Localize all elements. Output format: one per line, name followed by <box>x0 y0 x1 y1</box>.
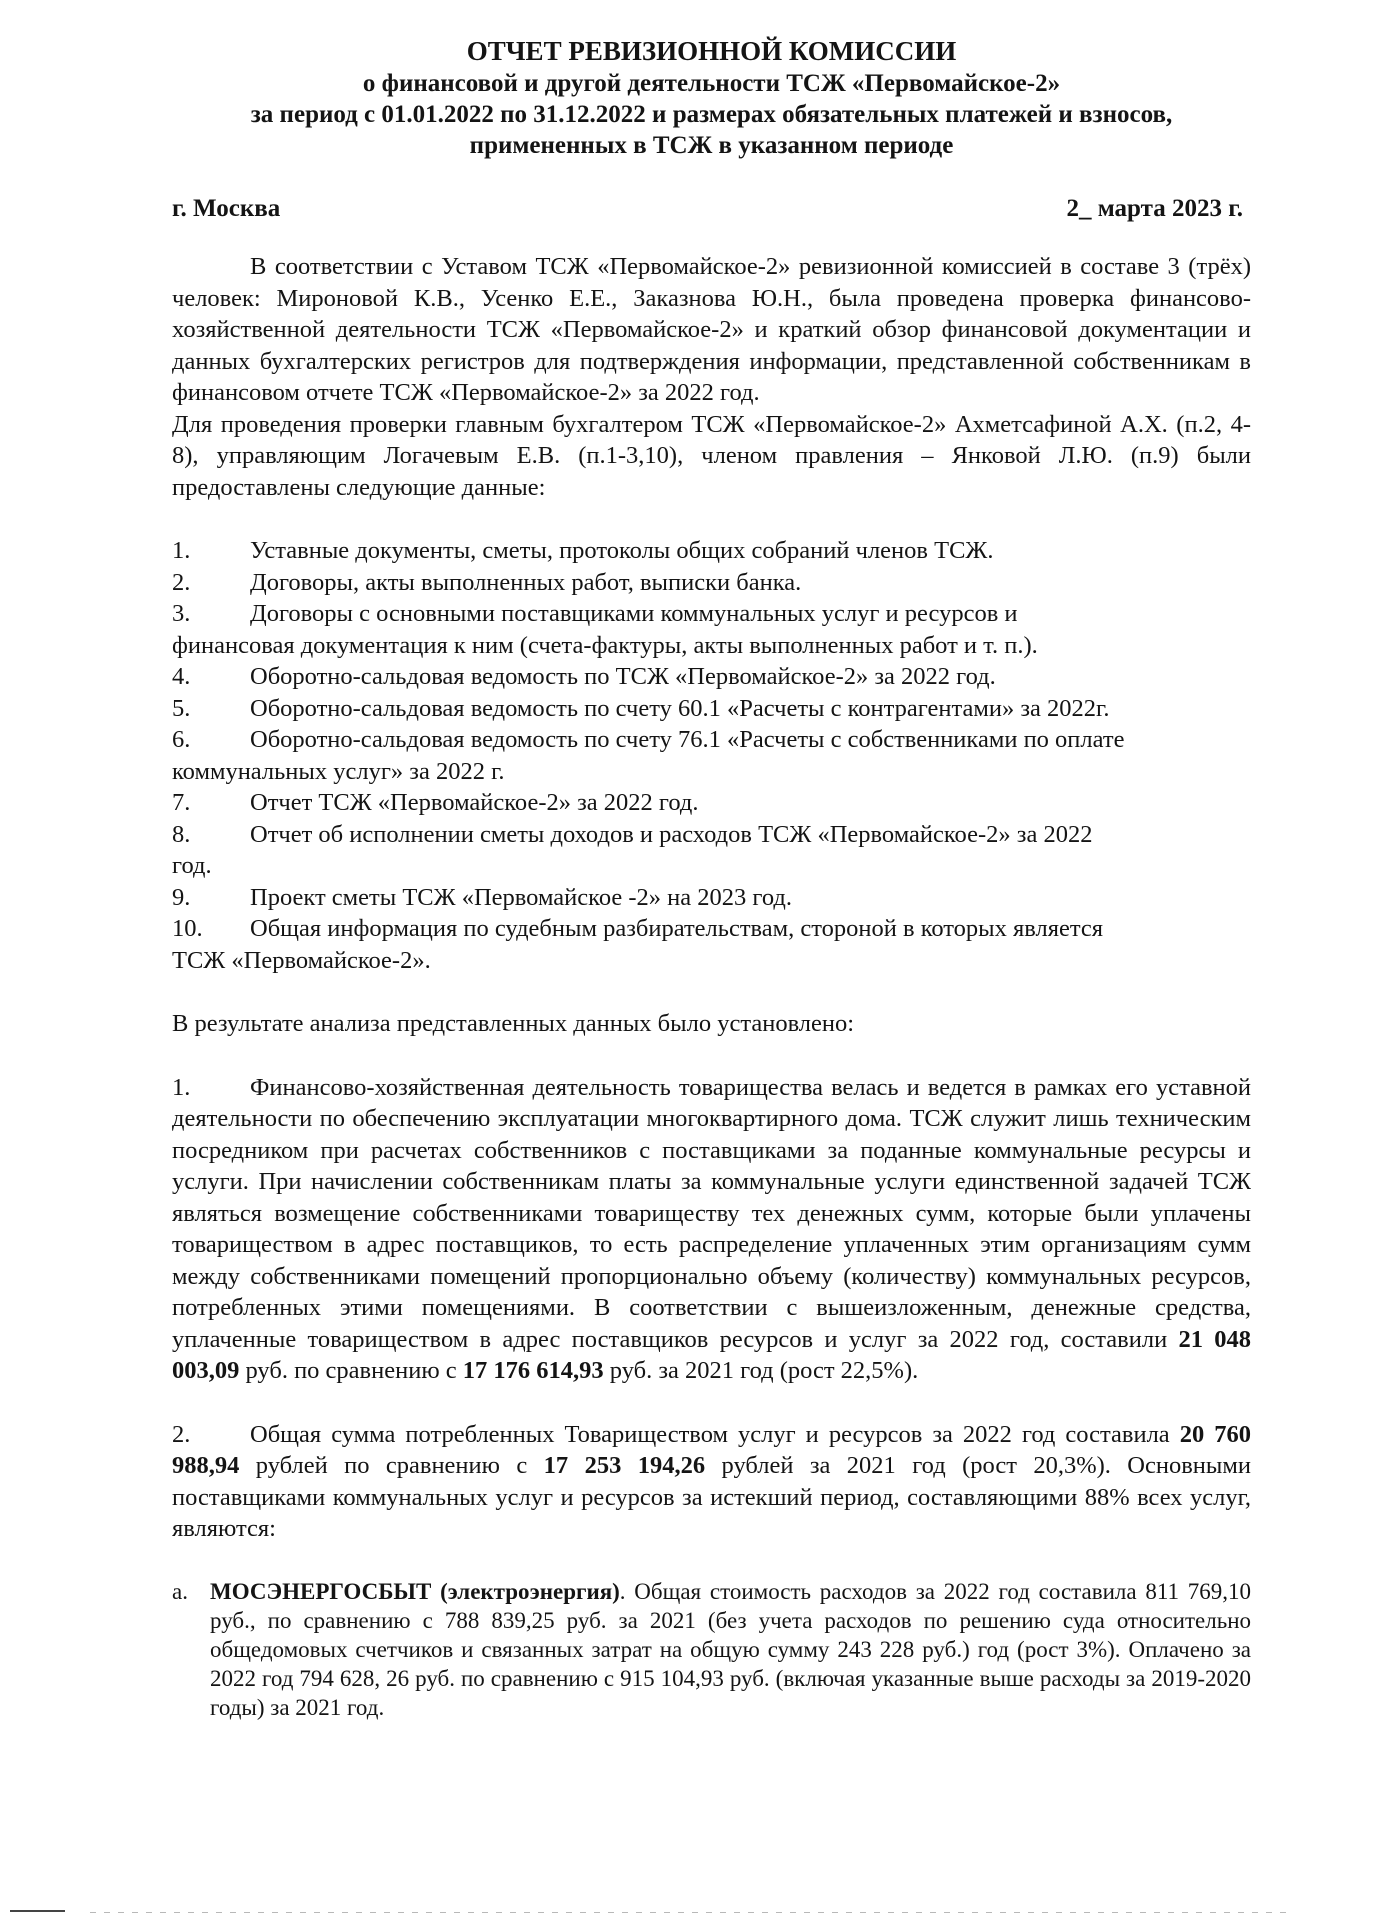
supplier-a <box>172 1577 1251 1722</box>
list-item: 1. Уставные документы, сметы, протоколы общих собраний членов ТСЖ. <box>172 537 994 564</box>
list-item: 7. Отчет ТСЖ «Первомайское-2» за 2022 год. <box>172 789 699 816</box>
list-item: 5. Оборотно-сальдовая ведомость по счету 60.1 «Расчеты с контрагентами» за 2022г. <box>172 694 1110 722</box>
list-item: 4. Оборотно-сальдовая ведомость по ТСЖ «Первомайское-2» за 2022 год. <box>172 663 996 690</box>
amount-paid-2022: 21 048 003,09 <box>172 1325 1251 1384</box>
place-date-row <box>172 195 1251 223</box>
scan-artifact <box>90 1912 1290 1913</box>
intro-paragraph: В соответствии с Уставом ТСЖ «Первомайское-2» ревизионной комиссией в составе 3 (трёх) человек: Мироновой К.В., Усенко Е.Е., Заказнова Ю.Н., была проведена проверка финансово-хозяйственной деятельности ТСЖ «Первомайское-2» и краткий обзор финансовой документации и данных бухгалтерских регистров для подтверждения информации, представленной собственникам в финансовом отчете ТСЖ «Первомайское-2» за 2022 год. <box>172 253 1251 406</box>
report-header <box>172 36 1251 161</box>
supplier-a-name: МОСЭНЕРГОСБЫТ (электроэнергия) <box>210 1578 620 1604</box>
amount-consumed-2022: 20 760 988,94 <box>172 1420 1251 1479</box>
place: г. Москва <box>172 195 281 222</box>
amount-consumed-2021: 17 253 194,26 <box>543 1452 706 1479</box>
finding-2: 2. Общая сумма потребленных Товариществом услуг и ресурсов за 2022 год составила 20 760 988,94 рублей по сравнению с 17 253 194,26 рублей за 2021 год (рост 20,3%). Основными поставщиками коммунальных услуг и ресурсов за истекший период, составляющими 88% всех услуг, являются: <box>172 1420 1251 1542</box>
supplier-a-text: . Общая стоимость расходов за 2022 год составила 811 769,10 руб., по сравнению с 788 839,25 руб. за 2021 (без учета расходов по решению суда относительно общедомовых счетчиков и связанных затрат на общую сумму 243 228 руб.) год (рост 3%). Оплачено за 2022 год 794 628, 26 руб. по сравнению с 915 104,93 руб. (включая указанные выше расходы за 2019-2020 годы) за 2021 год. <box>210 1578 1251 1720</box>
report-subtitle-line-4: примененных в ТСЖ в указанном периоде <box>469 132 954 159</box>
list-item: 6. Оборотно-сальдовая ведомость по счету 76.1 «Расчеты с собственниками по оплате коммунальных услуг» за 2022 г. <box>172 726 1125 785</box>
list-item: 10. Общая информация по судебным разбирательствам, стороной в которых является ТСЖ «Первомайское-2». <box>172 915 1104 974</box>
list-item: 3. Договоры с основными поставщиками коммунальных услуг и ресурсов и финансовая документация к ним (счета-фактуры, акты выполненных работ и т. п.). <box>172 600 1038 659</box>
report-subtitle-line-3: за период с 01.01.2022 по 31.12.2022 и размерах обязательных платежей и взносов, <box>250 101 1173 128</box>
list-item: 2. Договоры, акты выполненных работ, выписки банка. <box>172 568 802 596</box>
results-intro: В результате анализа представленных данных было установлено: <box>172 1010 855 1037</box>
report-title: ОТЧЕТ РЕВИЗИОННОЙ КОМИССИИ <box>466 36 957 66</box>
list-item: 8. Отчет об исполнении сметы доходов и расходов ТСЖ «Первомайское-2» за 2022 год. <box>172 820 1093 879</box>
documents-list <box>172 535 1251 976</box>
report-date: 2_ марта 2023 г. <box>1066 195 1243 222</box>
supplier-a-label: a. <box>172 1578 188 1604</box>
amount-paid-2021: 17 176 614,93 <box>462 1357 604 1384</box>
list-item: 9. Проект сметы ТСЖ «Первомайское -2» на 2023 год. <box>172 883 792 911</box>
provided-data-paragraph: Для проведения проверки главным бухгалтером ТСЖ «Первомайское-2» Ахметсафиной А.Х. (п.2, 4-8), управляющим Логачевым Е.В. (п.1-3,10), членом правления – Янковой Л.Ю. (п.9) были предоставлены следующие данные: <box>172 410 1251 501</box>
report-subtitle-line-2: о финансовой и другой деятельности ТСЖ «Первомайское-2» <box>362 70 1061 97</box>
scan-artifact <box>10 1910 65 1912</box>
finding-1: 1. Финансово-хозяйственная деятельность товарищества велась и ведется в рамках его уставной деятельности по обеспечению эксплуатации многоквартирного дома. ТСЖ служит лишь техническим посредником при расчетах собственников с поставщиками за поданные коммунальные ресурсы и услуги. При начислении собственникам платы за коммунальные услуги единственной задачей ТСЖ являться возмещение собственниками товариществу тех денежных сумм, которые были уплачены товариществом в адрес поставщиков, то есть распределение уплаченных этим организациям сумм между собственниками помещений пропорционально объему (количеству) коммунальных ресурсов, потребленных этими помещениями. В соответствии с вышеизложенным, денежные средства, уплаченные товариществом в адрес поставщиков ресурсов и услуг за 2022 год, составили 21 048 003,09 руб. по сравнению с 17 176 614,93 руб. за 2021 год (рост 22,5%). <box>172 1073 1251 1384</box>
